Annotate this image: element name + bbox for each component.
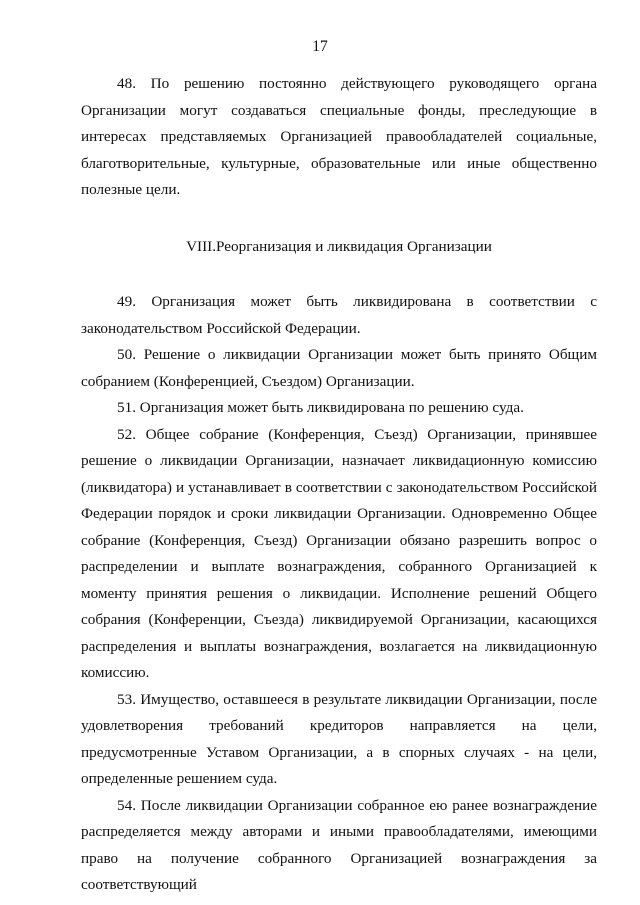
paragraph-49: 49. Организация может быть ликвидирована в соответствии с законодательством Российской Федерации. — [81, 293, 597, 337]
paragraph-48: 48. По решению постоянно действующего руководящего органа Организации могут создаваться специальные фонды, преследующие в интересах представляемых Организацией правообладателей социальные, благотворительные, культурные, образовательные или иные общественно полезные цели. — [81, 75, 597, 198]
paragraph-53: 53. Имущество, оставшееся в результате ликвидации Организации, после удовлетворения требований кредиторов направляется на цели, предусмотренные Уставом Организации, а в спорных случаях - на цели, определенные решением суда. — [81, 690, 597, 787]
paragraph-52: 52. Общее собрание (Конференция, Съезд) Организации, принявшее решение о ликвидации Организации, назначает ликвидационную комиссию (ликвидатора) и устанавливает в соответствии с законодательством Российской Федерации порядок и сроки ликвидации Организации. Одновременно Общее собрание (Конференция, Съезд) Организации обязано разрешить вопрос о распределении и выплате вознаграждения, собранного Организацией к моменту принятия решения о ликвидации. Исполнение решений Общего собрания (Конференции, Съезда) ликвидируемой Организации, касающихся распределения и выплаты вознаграждения, возлагается на ликвидационную комиссию. — [81, 425, 597, 681]
paragraph-51: 51. Организация может быть ликвидирована по решению суда. — [117, 399, 524, 416]
page-number: 17 — [312, 38, 328, 55]
section-heading: VIII.Реорганизация и ликвидация Организации — [186, 237, 492, 255]
paragraph-50: 50. Решение о ликвидации Организации может быть принято Общим собранием (Конференцией, Съездом) Организации. — [81, 346, 597, 390]
paragraph-54: 54. После ликвидации Организации собранное ею ранее вознаграждение распределяется между авторами и иными правообладателями, имеющими право на получение собранного Организацией вознаграждения за соответствующий — [81, 796, 597, 893]
document-body — [81, 71, 597, 899]
